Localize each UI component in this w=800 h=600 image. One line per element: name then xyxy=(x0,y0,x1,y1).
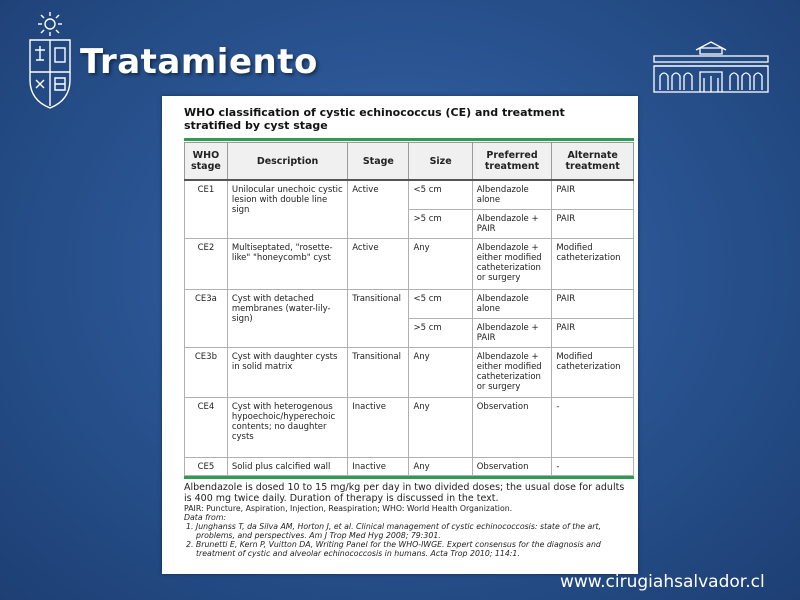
stage-cell: Inactive xyxy=(348,457,409,475)
stage-cell: Transitional xyxy=(348,289,409,347)
top-green-rule xyxy=(184,138,634,141)
header-preferred-treatment: Preferred treatment xyxy=(472,143,552,181)
ce-classification-table xyxy=(184,142,634,476)
preferred-cell: Observation xyxy=(472,397,552,457)
who-stage-cell: CE3b xyxy=(185,347,228,397)
abbreviations-note: PAIR: Puncture, Aspiration, Injection, Reaspiration; WHO: World Health Organization. xyxy=(184,504,513,513)
description-cell: Unilocular unechoic cystic lesion with double line sign xyxy=(227,180,347,238)
alternate-cell: - xyxy=(552,397,634,457)
who-stage-cell: CE5 xyxy=(185,457,228,475)
table-row xyxy=(185,180,634,209)
document-title: WHO classification of cystic echinococcus (CE) and treatment stratified by cyst stage xyxy=(184,106,565,132)
alternate-cell: - xyxy=(552,457,634,475)
preferred-cell: Albendazole alone xyxy=(472,289,552,318)
reference-2: 2. Brunetti E, Kern P, Vuitton DA, Writing Panel for the WHO-IWGE. Expert consensus for the diagnosis and treatment of cystic and alveolar echinococcosis in humans. Acta Trop 2010; 114:1. xyxy=(186,540,601,558)
dosing-note: Albendazole is dosed 10 to 15 mg/kg per day in two divided doses; the usual dose for adults is 400 mg twice daily. Duration of therapy is discussed in the text. xyxy=(184,482,625,504)
who-stage-cell: CE3a xyxy=(185,289,228,347)
size-cell: >5 cm xyxy=(409,209,472,238)
table-row xyxy=(185,238,634,289)
slide-title: Tratamiento xyxy=(80,42,318,82)
alternate-cell: PAIR xyxy=(552,318,634,347)
header-who-stage: WHO stage xyxy=(185,143,228,181)
preferred-cell: Albendazole alone xyxy=(472,180,552,209)
header-stage: Stage xyxy=(348,143,409,181)
who-classification-document xyxy=(162,96,638,574)
university-crest-icon xyxy=(24,10,76,110)
alternate-cell: PAIR xyxy=(552,180,634,209)
website-url: www.cirugiahsalvador.cl xyxy=(560,572,765,592)
table-header-row xyxy=(185,143,634,181)
table-row xyxy=(185,347,634,397)
preferred-cell: Albendazole + PAIR xyxy=(472,318,552,347)
preferred-cell: Albendazole + either modified catheterization or surgery xyxy=(472,238,552,289)
description-cell: Cyst with detached membranes (water-lily-sign) xyxy=(227,289,347,347)
hospital-building-icon xyxy=(652,40,770,96)
stage-cell: Active xyxy=(348,180,409,238)
preferred-cell: Observation xyxy=(472,457,552,475)
stage-cell: Transitional xyxy=(348,347,409,397)
who-stage-cell: CE4 xyxy=(185,397,228,457)
description-cell: Multiseptated, "rosette-like" "honeycomb" cyst xyxy=(227,238,347,289)
who-stage-cell: CE1 xyxy=(185,180,228,238)
size-cell: Any xyxy=(409,347,472,397)
table-row xyxy=(185,289,634,318)
table-footnotes xyxy=(184,482,634,558)
alternate-cell: Modified catheterization xyxy=(552,238,634,289)
header-description: Description xyxy=(227,143,347,181)
description-cell: Solid plus calcified wall xyxy=(227,457,347,475)
table-row xyxy=(185,457,634,475)
header-size: Size xyxy=(409,143,472,181)
stage-cell: Active xyxy=(348,238,409,289)
who-stage-cell: CE2 xyxy=(185,238,228,289)
reference-1: 1. Junghanss T, da Silva AM, Horton J, et al. Clinical management of cystic echinococcosis: state of the art, problems, and perspectives. Am J Trop Med Hyg 2008; 79:301. xyxy=(186,522,602,540)
bottom-green-rule xyxy=(184,476,634,479)
alternate-cell: PAIR xyxy=(552,289,634,318)
preferred-cell: Albendazole + either modified catheterization or surgery xyxy=(472,347,552,397)
description-cell: Cyst with heterogenous hypoechoic/hyperechoic contents; no daughter cysts xyxy=(227,397,347,457)
size-cell: Any xyxy=(409,238,472,289)
header-alternate-treatment: Alternate treatment xyxy=(552,143,634,181)
size-cell: <5 cm xyxy=(409,180,472,209)
size-cell: <5 cm xyxy=(409,289,472,318)
table-row xyxy=(185,397,634,457)
data-from-label: Data from: xyxy=(184,513,227,522)
size-cell: Any xyxy=(409,397,472,457)
alternate-cell: Modified catheterization xyxy=(552,347,634,397)
description-cell: Cyst with daughter cysts in solid matrix xyxy=(227,347,347,397)
alternate-cell: PAIR xyxy=(552,209,634,238)
stage-cell: Inactive xyxy=(348,397,409,457)
size-cell: Any xyxy=(409,457,472,475)
size-cell: >5 cm xyxy=(409,318,472,347)
preferred-cell: Albendazole + PAIR xyxy=(472,209,552,238)
